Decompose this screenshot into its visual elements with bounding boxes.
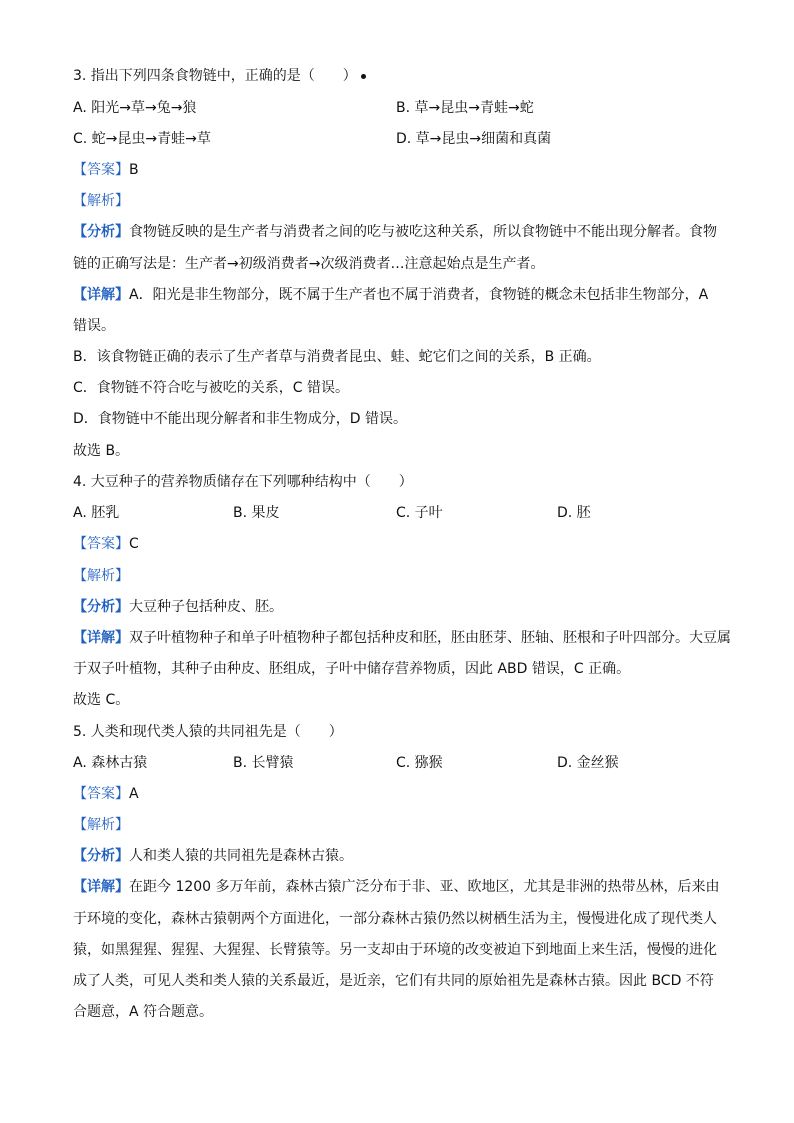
- q3-fenxi-line2: 链的正确写法是：生产者→初级消费者→次级消费者…注意起始点是生产者。: [73, 256, 545, 272]
- q3-fenxi-line1: 【分析】食物链反映的是生产者与消费者之间的吃与被吃这种关系，所以食物链中不能出现分解者。食物: [73, 224, 717, 240]
- bullet-dot-icon: [361, 74, 366, 79]
- q5-option-c: C. 猕猴: [396, 755, 443, 771]
- q5-xiangjie-line4: 成了人类，可见人类和类人猿的关系最近，是近亲，它们有共同的原始祖先是森林古猿。因此 BCD 不符: [73, 973, 714, 989]
- q3-option-b: B. 草→昆虫→青蛙→蛇: [396, 100, 534, 116]
- q5-answer: [73, 784, 733, 804]
- q5-option-b: B. 长臂猿: [233, 755, 294, 771]
- q4-xiangjie-line2: 于双子叶植物，其种子由种皮、胚组成，子叶中储存营养物质，因此 ABD 错误，C 正确。: [73, 661, 631, 677]
- q3-conclusion: 故选 B。: [73, 443, 130, 459]
- q5-xiangjie-line1: 【详解】在距今 1200 多万年前，森林古猿广泛分布于非、亚、欧地区，尤其是非洲的热带丛林，后来由: [73, 879, 720, 895]
- q4-option-b: B. 果皮: [233, 505, 280, 521]
- q4-option-c: C. 子叶: [396, 505, 443, 521]
- q3-line-c: C．食物链不符合吃与被吃的关系，C 错误。: [73, 380, 349, 396]
- q4-analysis-heading: 【解析】: [73, 568, 129, 584]
- q3-option-a: A. 阳光→草→兔→狼: [73, 100, 197, 116]
- q4-fenxi-line1: 【分析】大豆种子包括种皮、胚。: [73, 599, 283, 615]
- q3-xiangjie-line2: 错误。: [73, 318, 115, 334]
- q5-stem: 5. 人类和现代类人猿的共同祖先是（ ）: [73, 724, 343, 740]
- q4-xiangjie-line1: 【详解】双子叶植物种子和单子叶植物种子都包括种皮和胚，胚由胚芽、胚轴、胚根和子叶四部分。大豆属: [73, 630, 731, 646]
- q5-analysis-heading: 【解析】: [73, 817, 129, 833]
- answer-tag: 【答案】: [73, 786, 129, 802]
- q4-stem: 4. 大豆种子的营养物质储存在下列哪种结构中（ ）: [73, 474, 413, 490]
- q4-conclusion: 故选 C。: [73, 692, 130, 708]
- q5-xiangjie-line5: 合题意，A 符合题意。: [73, 1004, 214, 1020]
- q4-option-d: D. 胚: [557, 505, 591, 521]
- q3-option-d: D. 草→昆虫→细菌和真菌: [396, 131, 552, 147]
- q3-stem: 3. 指出下列四条食物链中，正确的是（ ）: [73, 66, 733, 86]
- q5-xiangjie-line2: 于环境的变化，森林古猿朝两个方面进化，一部分森林古猿仍然以树栖生活为主，慢慢进化成了现代类人: [73, 911, 717, 927]
- q3-line-d: D．食物链中不能出现分解者和非生物成分，D 错误。: [73, 411, 408, 427]
- q5-option-d: D. 金丝猴: [557, 755, 619, 771]
- q4-option-a: A. 胚乳: [73, 505, 120, 521]
- q3-line-b: B．该食物链正确的表示了生产者草与消费者昆虫、蛙、蛇它们之间的关系，B 正确。: [73, 349, 601, 365]
- answer-value: A: [129, 786, 139, 802]
- q3-xiangjie-line1: 【详解】A．阳光是非生物部分，既不属于生产者也不属于消费者，食物链的概念未包括非生物部分，A: [73, 287, 709, 303]
- q5-xiangjie-line3: 猿，如黑猩猩、猩猩、大猩猩、长臂猿等。另一支却由于环境的改变被迫下到地面上来生活，慢慢的进化: [73, 942, 717, 958]
- q5-fenxi-line1: 【分析】人和类人猿的共同祖先是森林古猿。: [73, 848, 353, 864]
- q4-answer: [73, 534, 733, 554]
- answer-tag: 【答案】: [73, 162, 129, 178]
- q3-answer: [73, 160, 733, 180]
- q3-analysis-heading: 【解析】: [73, 193, 129, 209]
- q3-option-c: C. 蛇→昆虫→青蛙→草: [73, 131, 211, 147]
- answer-tag: 【答案】: [73, 536, 129, 552]
- answer-value: B: [129, 162, 139, 178]
- q5-option-a: A. 森林古猿: [73, 755, 148, 771]
- answer-value: C: [129, 536, 139, 552]
